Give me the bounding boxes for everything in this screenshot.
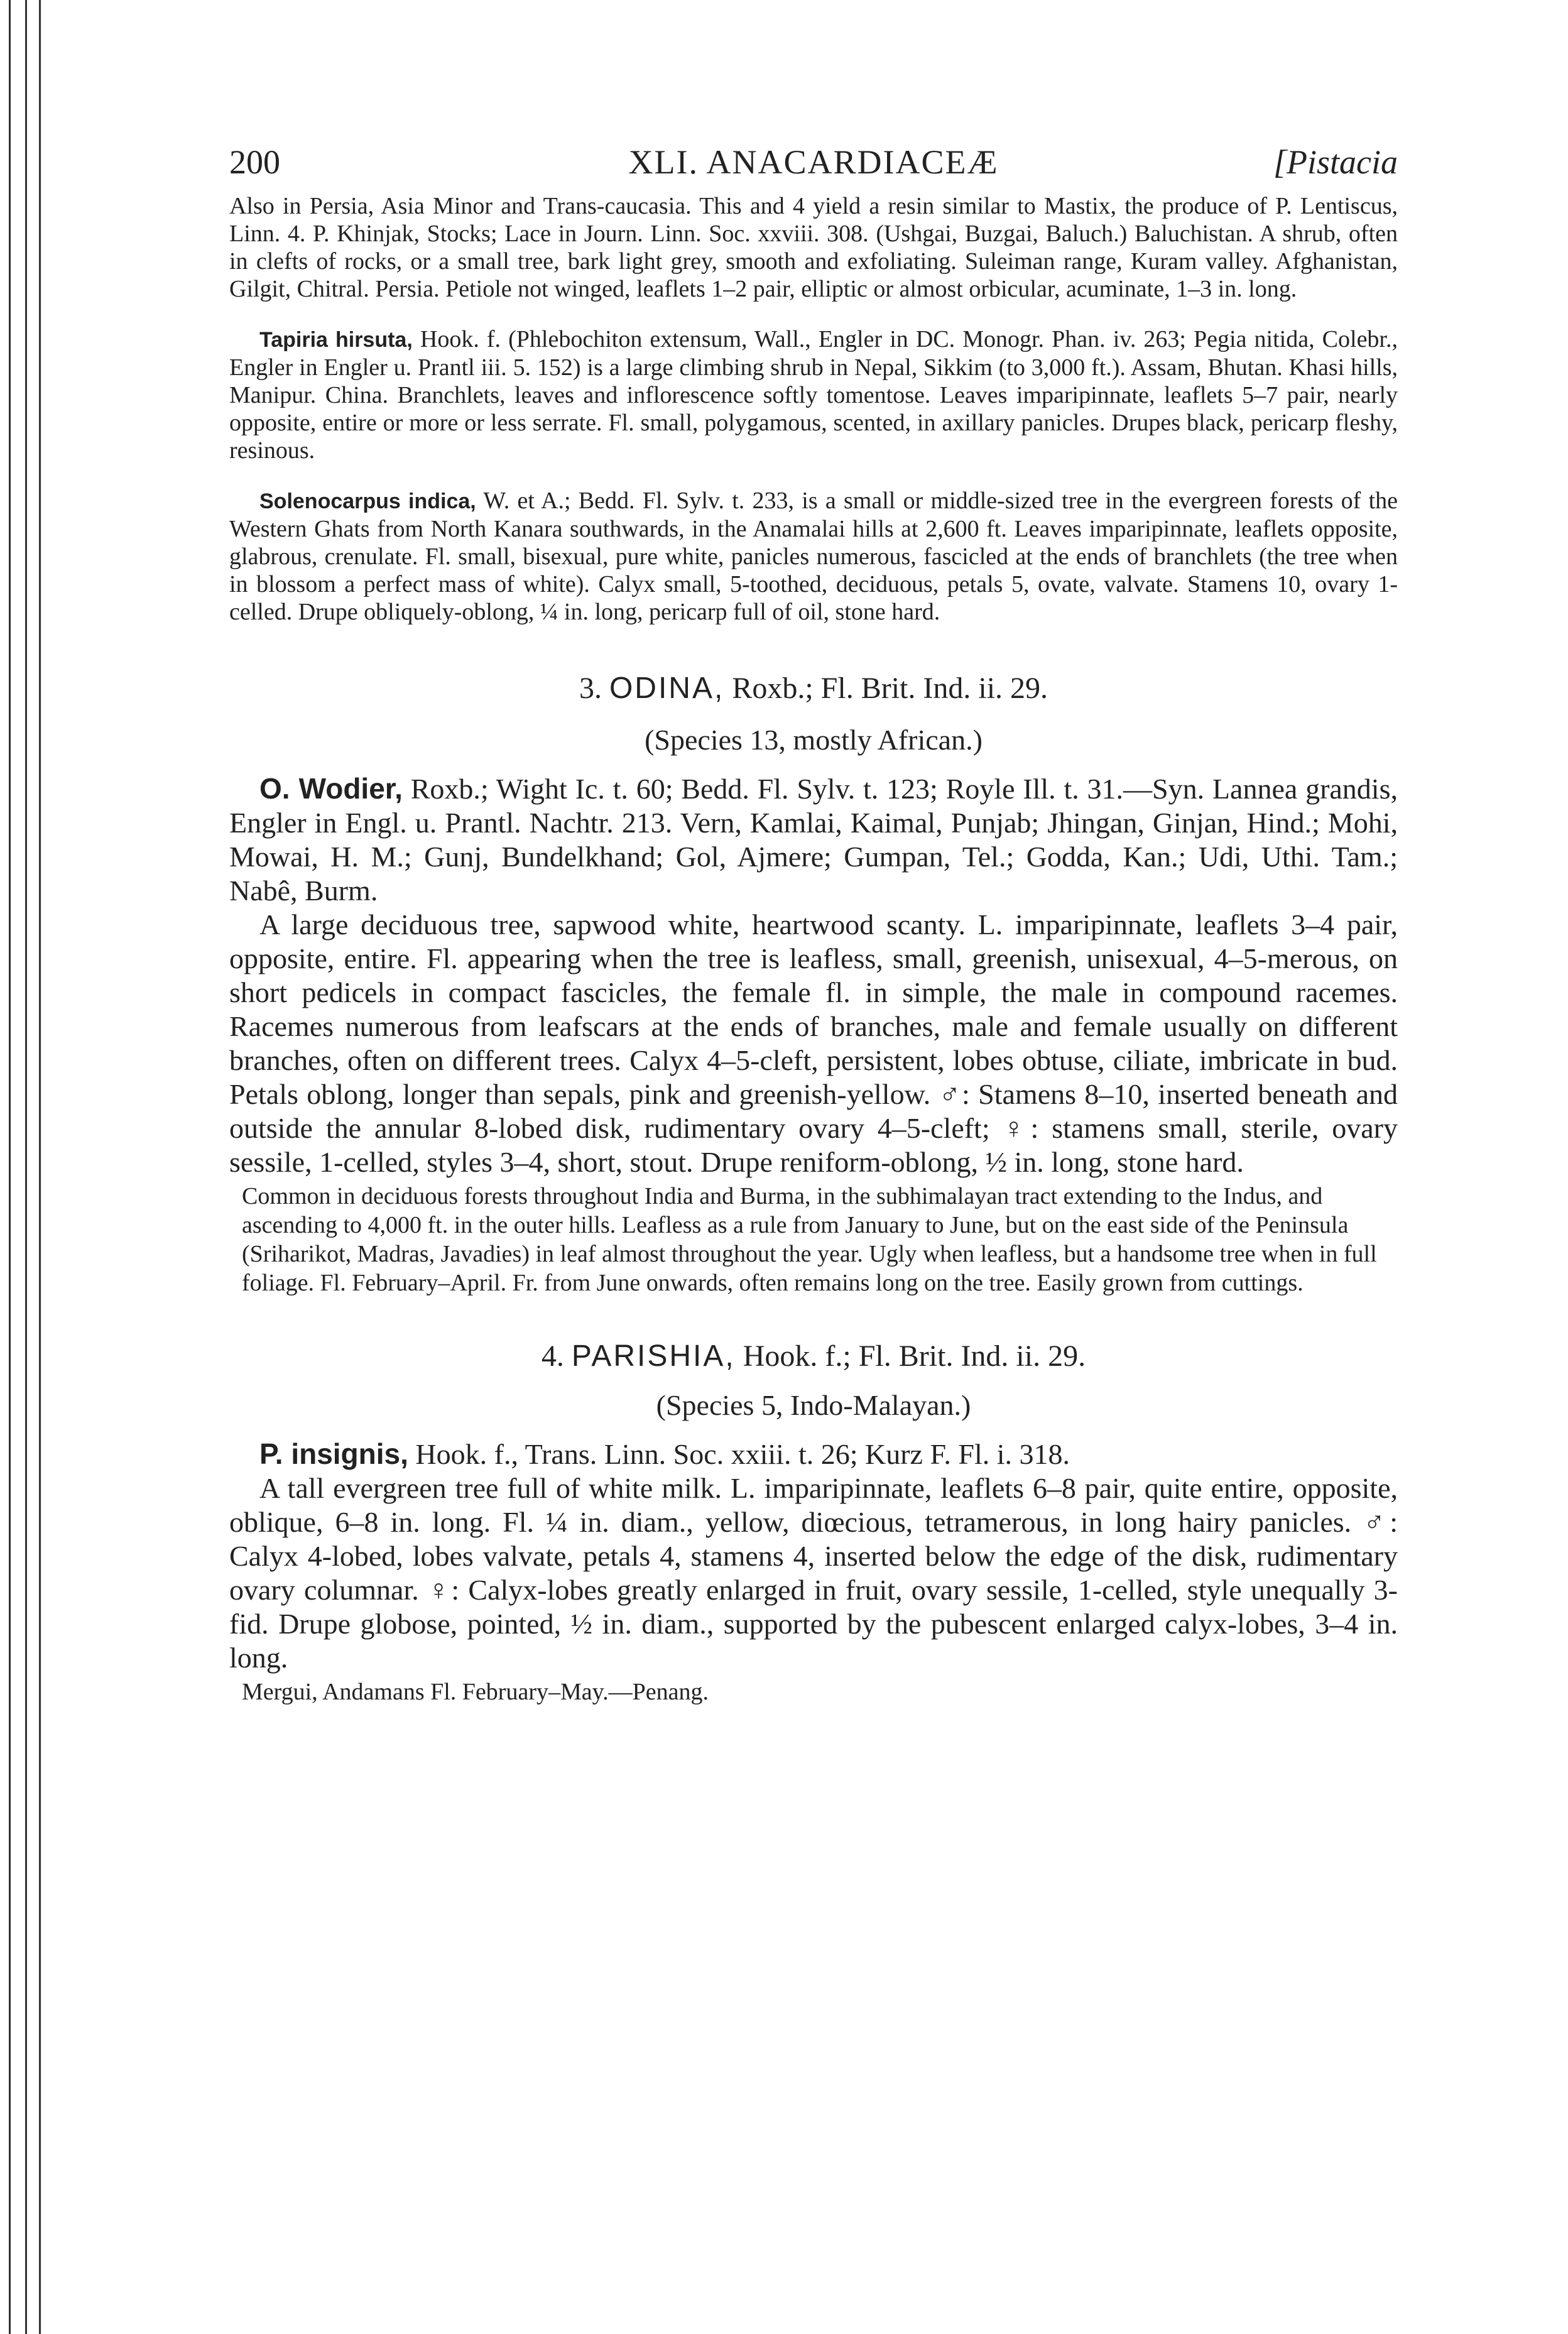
tapiria-paragraph xyxy=(229,325,1398,464)
page-number: 200 xyxy=(229,143,280,181)
odina-synonymy: Roxb.; Wight Ic. t. 60; Bedd. Fl. Sylv. t. 123; Royle Ill. t. 31.—Syn. Lannea grandis, Engler in Engl. u. Prantl. Nachtr. 213. Vern, Kamlai, Kaimal, Punjab; Jhingan, Ginjan, Hind.; Mohi, Mowai, H. M.; Gunj, Bundelkhand; Gol, Ajmere; Gumpan, Tel.; Godda, Kan.; Udi, Uthi. Tam.; Nabê, Burm. xyxy=(229,773,1398,907)
parishia-genus-name: PARISHIA, xyxy=(571,1339,736,1373)
parishia-species-name: P. insignis, xyxy=(259,1437,408,1470)
running-title: XLI. ANACARDIACEÆ xyxy=(628,143,999,181)
odina-heading xyxy=(229,670,1398,707)
odina-genus-name: ODINA, xyxy=(609,672,725,705)
solenocarpus-name: Solenocarpus indica, xyxy=(259,489,476,513)
solenocarpus-paragraph xyxy=(229,487,1398,626)
tapiria-name: Tapiria hirsuta, xyxy=(259,328,413,352)
odina-number: 3. xyxy=(579,672,602,705)
page xyxy=(229,137,1398,1706)
parishia-species-paragraph xyxy=(229,1437,1398,1471)
running-head xyxy=(229,137,1398,187)
parishia-description: A tall evergreen tree full of white milk. L. imparipinnate, leaflets 6–8 pair, quite entire, opposite, oblique, 6–8 in. long. Fl. ¼ in. diam., yellow, diœcious, tetramerous, in long hairy panicles. ♂: Calyx 4-lobed, lobes valvate, petals 4, stamens 4, inserted below the edge of the disk, rudimentary ovary columnar. ♀: Calyx-lobes greatly enlarged in fruit, ovary sessile, 1-celled, style unequally 3-fid. Drupe globose, pointed, ½ in. diam., supported by the pubescent enlarged calyx-lobes, 3–4 in. long. xyxy=(229,1472,1398,1674)
binding-edge-line-3 xyxy=(39,0,41,2334)
odina-authority: Roxb.; Fl. Brit. Ind. ii. 29. xyxy=(732,672,1048,705)
parishia-distribution: Mergui, Andamans Fl. February–May.—Penang. xyxy=(242,1679,709,1705)
odina-species-count: (Species 13, mostly African.) xyxy=(645,724,983,756)
binding-edge-line-2 xyxy=(25,0,27,2334)
odina-species-paragraph xyxy=(229,772,1398,908)
odina-species-name: O. Wodier, xyxy=(259,772,403,805)
odina-description: A large deciduous tree, sapwood white, heartwood scanty. L. imparipinnate, leaflets 3–4 pair, opposite, entire. Fl. appearing when the tree is leafless, small, greenish, unisexual, 4–5-merous, on short pedicels in compact fascicles, the female fl. in simple, the male in compound racemes. Racemes numerous from leafscars at the ends of branches, male and female usually on different branches, often on different trees. Calyx 4–5-cleft, persistent, lobes obtuse, ciliate, imbricate in bud. Petals oblong, longer than sepals, pink and greenish-yellow. ♂: Stamens 8–10, inserted beneath and outside the annular 8-lobed disk, rudimentary ovary 4–5-cleft; ♀: stamens small, sterile, ovary sessile, 1-celled, styles 3–4, short, stout. Drupe reniform-oblong, ½ in. long, stone hard. xyxy=(229,908,1398,1178)
parishia-synonymy: Hook. f., Trans. Linn. Soc. xxiii. t. 26; Kurz F. Fl. i. 318. xyxy=(408,1438,1070,1470)
parishia-heading xyxy=(229,1338,1398,1375)
parishia-authority: Hook. f.; Fl. Brit. Ind. ii. 29. xyxy=(743,1339,1086,1373)
running-genus: [Pistacia xyxy=(1273,143,1398,181)
parishia-species-count: (Species 5, Indo-Malayan.) xyxy=(656,1389,971,1421)
binding-edge-line-1 xyxy=(9,0,11,2334)
solenocarpus-text: W. et A.; Bedd. Fl. Sylv. t. 233, is a small or middle-sized tree in the evergreen forests of the Western Ghats from North Kanara southwards, in the Anamalai hills at 2,600 ft. Leaves imparipinnate, leaflets opposite, glabrous, crenulate. Fl. small, bisexual, pure white, panicles numerous, fascicled at the ends of branchlets (the tree when in blossom a perfect mass of white). Calyx small, 5-toothed, deciduous, petals 5, ovate, valvate. Stamens 10, ovary 1-celled. Drupe obliquely-oblong, ¼ in. long, pericarp full of oil, stone hard. xyxy=(229,488,1398,625)
parishia-number: 4. xyxy=(541,1339,564,1373)
pistacia-continuation: Also in Persia, Asia Minor and Trans-caucasia. This and 4 yield a resin similar to Mastix, the produce of P. Lentiscus, Linn. 4. P. Khinjak, Stocks; Lace in Journ. Linn. Soc. xxviii. 308. (Ushgai, Buzgai, Baluch.) Baluchistan. A shrub, often in clefts of rocks, or a small tree, bark light grey, smooth and exfoliating. Suleiman range, Kuram valley. Afghanistan, Gilgit, Chitral. Persia. Petiole not winged, leaflets 1–2 pair, elliptic or almost orbicular, acuminate, 1–3 in. long. xyxy=(229,193,1398,302)
tapiria-text: Hook. f. (Phlebochiton extensum, Wall., Engler in DC. Monogr. Phan. iv. 263; Pegia nitida, Colebr., Engler in Engler u. Prantl iii. 5. 152) is a large climbing shrub in Nepal, Sikkim (to 3,000 ft.). Assam, Bhutan. Khasi hills, Manipur. China. Branchlets, leaves and inflorescence softly tomentose. Leaves imparipinnate, leaflets 5–7 pair, nearly opposite, entire or more or less serrate. Fl. small, polygamous, scented, in axillary panicles. Drupes black, pericarp fleshy, resinous. xyxy=(229,326,1398,464)
odina-distribution: Common in deciduous forests throughout India and Burma, in the subhimalayan tract extending to the Indus, and ascending to 4,000 ft. in the outer hills. Leafless as a rule from January to June, but on the east side of the Peninsula (Sriharikot, Madras, Javadies) in leaf almost throughout the year. Ugly when leafless, but a handsome tree when in full foliage. Fl. February–April. Fr. from June onwards, often remains long on the tree. Easily grown from cuttings. xyxy=(242,1183,1377,1296)
